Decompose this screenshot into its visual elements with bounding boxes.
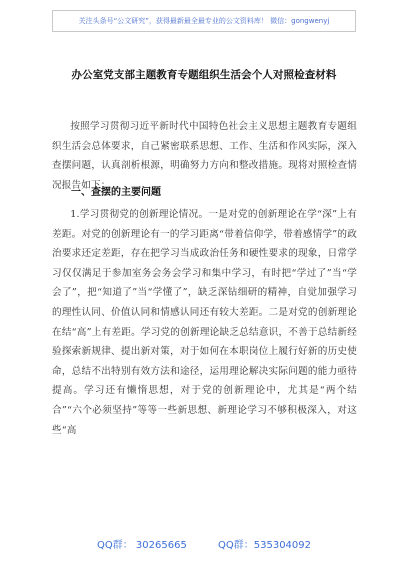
header-banner: 关注头条号“公文研究”，获得最新最全最专业的公文资料库！ 微信：gongwenyj <box>52 10 356 32</box>
qq-group-label: QQ群： 30265665 <box>96 540 187 551</box>
qq-group-label: QQ群：535304092 <box>218 540 312 551</box>
section-heading: 一、查摆的主要问题 <box>71 187 161 198</box>
intro-paragraph: 按照学习贯彻习近平新时代中国特色社会主义思想主题教育专题组织生活会总体要求，自己紧密联系思想、工作、生活和作风实际，深入查摆问题，认真剖析根源，明确努力方向和整改措施。现将对照检查情况报告如下： <box>52 121 357 191</box>
footer <box>0 536 408 551</box>
document-title: 办公室党支部主题教育专题组织生活会个人对照检查材料 <box>71 69 337 81</box>
body-paragraph: 1.学习贯彻党的创新理论情况。一是对党的创新理论在学“深”上有差距。对党的创新理论有一的学习距离“带着信仰学，带着感情学”的政治要求还定差距，存在把学习当成政治任务和硬性要求的现象，日常学习仅仅满足于参加室务会务会学习和集中学习，有时把“学过了”当“学会了”，把“知道了”当“学懂了”，缺乏深钻细研的精神，自觉加强学习的理性认同、价值认同和情感认同还有较大差距。二是对党的创新理论在结“高”上有差距。学习党的创新理论缺乏总结意识，不善于总结新经验探索新规律、提出新对策，对于如何在本职岗位上履行好新的历史使命，总结不出特别有效方法和途径，运用理论解决实际问题的能力亟待提高。学习还有懒惰思想，对于党的创新理论中，尤其是“两个结合”“六个必须坚持”等等一些新思想、新理论学习不够积极深入，对这些“高 <box>52 209 357 436</box>
